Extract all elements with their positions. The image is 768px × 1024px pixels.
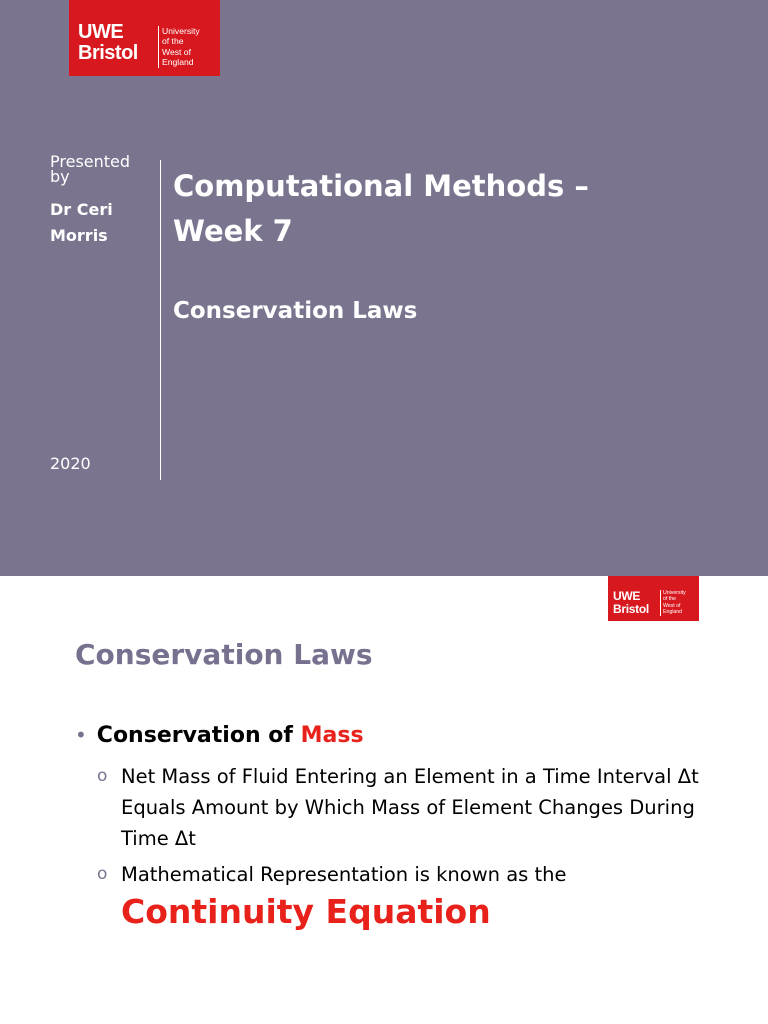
logo-small-brand-line2: Bristol [613,601,649,616]
bullet-dot-icon: • [75,723,87,747]
logo-brand-line2: Bristol [78,42,138,64]
hollow-circle-bullet-icon: o [97,766,108,786]
slide-title-line2: Week 7 [173,214,293,248]
sub-bullet-text: Mathematical Representation is known as the [121,863,567,886]
logo-small-uni-line2: of the [663,596,676,603]
presented-by-label: Presented by [50,152,131,186]
slide-title [173,164,733,254]
uwe-bristol-logo [69,0,220,76]
presenter-name-line1: Dr Ceri [50,200,113,219]
logo-small-uni-line3: West of [663,602,681,609]
vertical-divider [160,160,161,480]
logo-small-uni-line4: England [663,608,683,615]
logo-divider [158,26,159,68]
uwe-bristol-logo-small [608,576,699,621]
year-label: 2020 [50,454,91,473]
content-slide-title: Conservation Laws [75,638,373,671]
sub-bullet-item [97,859,707,890]
presenter-name-line2: Morris [50,226,108,245]
sub-bullet-item [97,761,707,854]
logo-small-uni-line1: University [663,590,686,596]
logo-uni-line3: West of [162,46,191,57]
logo-uni-line1: University [162,26,200,36]
slide-subtitle: Conservation Laws [173,298,418,324]
logo-small-brand-line1: UWE [613,589,641,603]
sub-bullet-text: Net Mass of Fluid Entering an Element in a Time Interval Δt Equals Amount by Which Mass of Element Changes During Time Δt [121,765,699,850]
logo-small-divider [660,590,661,616]
hollow-circle-bullet-icon: o [97,864,108,884]
bullet-text: Conservation of [96,723,301,748]
slide-title-line1: Computational Methods – [173,169,589,203]
bullet-conservation-of-mass [75,723,364,748]
bullet-highlight: Mass [300,723,364,748]
presenter-name [50,197,150,249]
logo-brand-line1: UWE [78,21,124,43]
logo-uni-line2: of the [162,36,184,47]
continuity-equation-emphasis: Continuity Equation [121,892,491,931]
logo-uni-line4: England [162,57,194,68]
